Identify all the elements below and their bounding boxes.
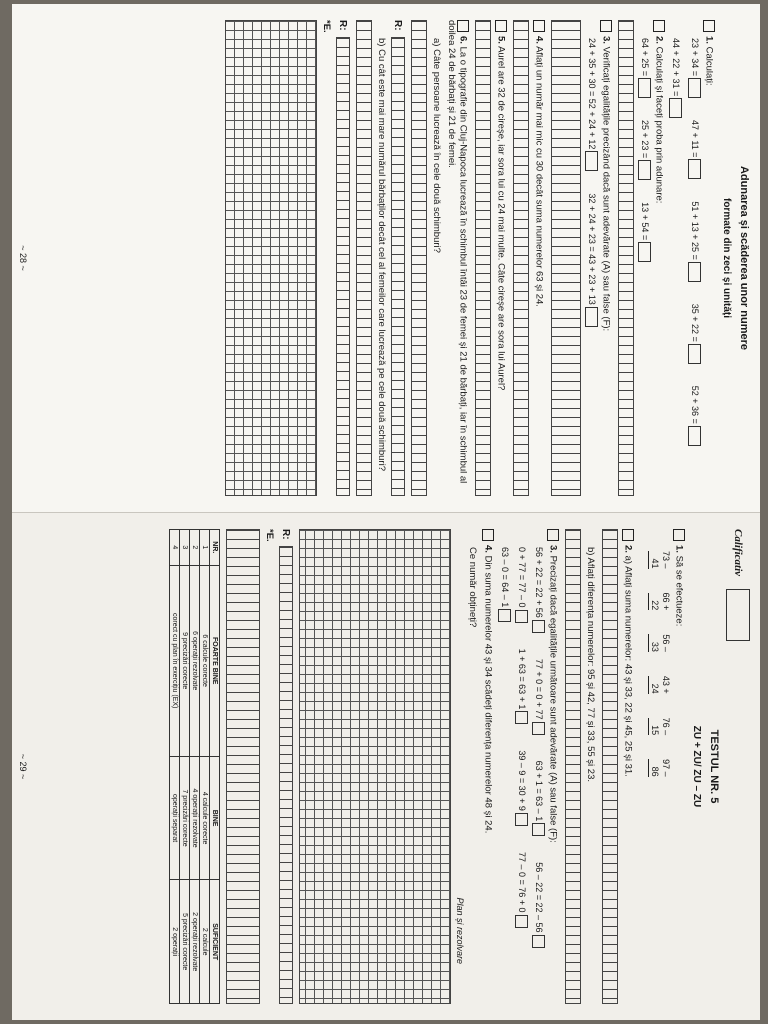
answer-box[interactable] xyxy=(585,151,598,171)
checkbox[interactable] xyxy=(457,20,469,32)
task-4: 4. Aflați un număr mai mic cu 30 decât suma numerelor 63 și 24. xyxy=(533,20,545,496)
vertical-operations xyxy=(638,551,671,1004)
table-row: 2 6 operații rezolvate 4 operații rezolvate 2 operații rezolvate xyxy=(190,530,200,1004)
task-r2: 2. a) Aflați suma numerelor: 43 și 33, 22 și 45, 25 și 31. xyxy=(622,529,634,1004)
answer-grid[interactable] xyxy=(356,20,372,496)
rotated-spread xyxy=(12,4,760,1020)
left-title-2: formate din zeci și unități xyxy=(721,197,732,319)
checkbox[interactable] xyxy=(653,20,665,32)
answer-line: R: xyxy=(391,20,405,496)
checkbox[interactable] xyxy=(495,20,507,32)
vertical-op: 56 – 33 xyxy=(638,634,671,652)
answer-box[interactable] xyxy=(638,78,651,98)
vertical-op: 76 – 15 xyxy=(638,718,671,736)
page-number: ~ 29 ~ xyxy=(18,753,28,780)
vertical-op: 97 – 86 xyxy=(638,759,671,777)
answer-grid[interactable] xyxy=(411,20,427,496)
answer-box[interactable] xyxy=(532,620,545,633)
answer-box[interactable] xyxy=(688,344,701,364)
left-page xyxy=(12,4,760,512)
task-2-items: 64 + 25 = 25 + 23 = 13 + 54 = xyxy=(638,38,651,496)
answer-grid[interactable] xyxy=(551,20,581,496)
answer-box[interactable] xyxy=(532,935,545,948)
answer-line: R: xyxy=(336,20,350,496)
answer-box[interactable] xyxy=(532,823,545,836)
work-grid[interactable] xyxy=(299,529,451,1004)
task-1: 1. Calculați: xyxy=(703,20,715,496)
test-title: TESTUL NR. 5 xyxy=(708,729,720,804)
answer-grid[interactable] xyxy=(618,20,634,496)
task-r4-question: Ce număr obțineți? xyxy=(467,547,478,628)
checkbox[interactable] xyxy=(600,20,612,32)
answer-box[interactable] xyxy=(688,262,701,282)
answer-box[interactable] xyxy=(498,609,511,622)
left-title-1: Adunarea și scăderea unor numere xyxy=(738,165,750,350)
extra-label: *E. xyxy=(321,20,332,33)
answer-box[interactable] xyxy=(515,813,528,826)
extra-grid[interactable] xyxy=(225,20,317,496)
task-6-b: b) Cu cât este mai mare numărul bărbaților decât cel al femeilor care lucrează pe cele două schimburi? xyxy=(376,38,387,471)
answer-box[interactable] xyxy=(532,722,545,735)
answer-box[interactable] xyxy=(669,98,682,118)
checkbox[interactable] xyxy=(533,20,545,32)
test-subtitle: ZU + ZU/ ZU – ZU xyxy=(691,725,702,808)
task-3: 3. Verificați egalitățile precizând dacă sunt adevărate (A) sau false (F): xyxy=(600,20,612,496)
task-r3-items: 56 + 22 = 22 + 56 77 + 0 = 0 + 77 63 + 1 = 63 – 1 56 – 22 = 22 – 56 0 + 77 = 77 – 0 1 + 63 = 63 + 1 39 – 9 = 30 + 9 77 – 0 = 76 + 0 63 – 0 = 64 – 1 xyxy=(498,547,545,1004)
task-r3: 3. Precizați dacă egalitățile următoare sunt adevărate (A) sau false (F): xyxy=(547,529,559,1004)
extra-label: *E. xyxy=(264,529,275,542)
table-row: 1 6 calcule corecte 4 calcule corecte 2 calcule xyxy=(200,530,210,1004)
table-row: 4 corect cu plan în exercițiu (EX) operații separat 2 operații xyxy=(170,530,180,1004)
vertical-op: 43 + 24 xyxy=(638,676,671,694)
task-5: 5. Aurel are 32 de cireșe, iar sora lui cu 24 mai multe. Câte cireșe are sora lui Aurel? xyxy=(495,20,507,496)
task-3-items: 24 + 35 + 30 = 52 + 24 + 12 32 + 24 + 23 = 43 + 23 + 13 xyxy=(585,38,598,496)
answer-box[interactable] xyxy=(638,160,651,180)
answer-box[interactable] xyxy=(688,159,701,179)
plan-note: Plan și rezolvare xyxy=(455,897,465,964)
task-r1: 1. Să se efectueze: xyxy=(673,529,685,1004)
checkbox[interactable] xyxy=(482,529,494,541)
page-number: ~ 28 ~ xyxy=(18,245,28,271)
answer-box[interactable] xyxy=(585,307,598,327)
vertical-op: 66 + 22 xyxy=(638,593,671,611)
grading-table xyxy=(169,529,220,1004)
table-row: 3 9 precizări corecte 7 precizări corecte 5 precizări corecte xyxy=(180,530,190,1004)
answer-grid[interactable] xyxy=(602,529,618,1004)
table-header-row: NR. FOARTE BINE BINE SUFICIENT xyxy=(210,530,220,1004)
checkbox[interactable] xyxy=(673,529,685,541)
calificativ-box[interactable] xyxy=(726,589,750,641)
task-6: 6. La o tipografie din Cluj-Napoca lucrează în schimbul întâi 23 de femei și 21 de bărbați, iar în schimbul al doilea 24 de bărbați și 21 de femei. xyxy=(446,20,469,484)
checkbox[interactable] xyxy=(703,20,715,32)
calificativ-row xyxy=(726,529,750,1004)
task-r4: 4. Din suma numerelor 43 și 34 scădeți diferența numerelor 48 și 24. xyxy=(482,529,494,1004)
answer-box[interactable] xyxy=(515,610,528,623)
extra-grid[interactable] xyxy=(226,529,260,1004)
checkbox[interactable] xyxy=(622,529,634,541)
task-2: 2. Calculați și faceți proba prin adunare: xyxy=(653,20,665,496)
answer-grid[interactable] xyxy=(513,20,529,496)
task-r2-b: b) Aflați diferența numerelor: 95 și 42, 77 și 33, 55 și 23. xyxy=(585,547,596,782)
calificativ-label: Calificativ xyxy=(732,529,745,577)
answer-box[interactable] xyxy=(515,915,528,928)
task-1-items: 23 + 34 = 47 + 11 = 51 + 13 + 25 = 35 + 22 = 52 + 36 = 44 + 22 + 31 = xyxy=(669,38,701,496)
answer-box[interactable] xyxy=(638,242,651,262)
answer-line: R: xyxy=(279,529,293,1004)
answer-box[interactable] xyxy=(688,426,701,446)
book-spread xyxy=(12,4,760,1020)
answer-box[interactable] xyxy=(688,78,701,98)
vertical-op: 73 – 41 xyxy=(638,551,671,569)
answer-grid[interactable] xyxy=(565,529,581,1004)
right-page xyxy=(12,512,760,1020)
answer-box[interactable] xyxy=(515,711,528,724)
answer-grid[interactable] xyxy=(475,20,491,496)
task-6-a: a) Câte persoane lucrează în cele două schimburi? xyxy=(431,38,442,253)
checkbox[interactable] xyxy=(547,529,559,541)
